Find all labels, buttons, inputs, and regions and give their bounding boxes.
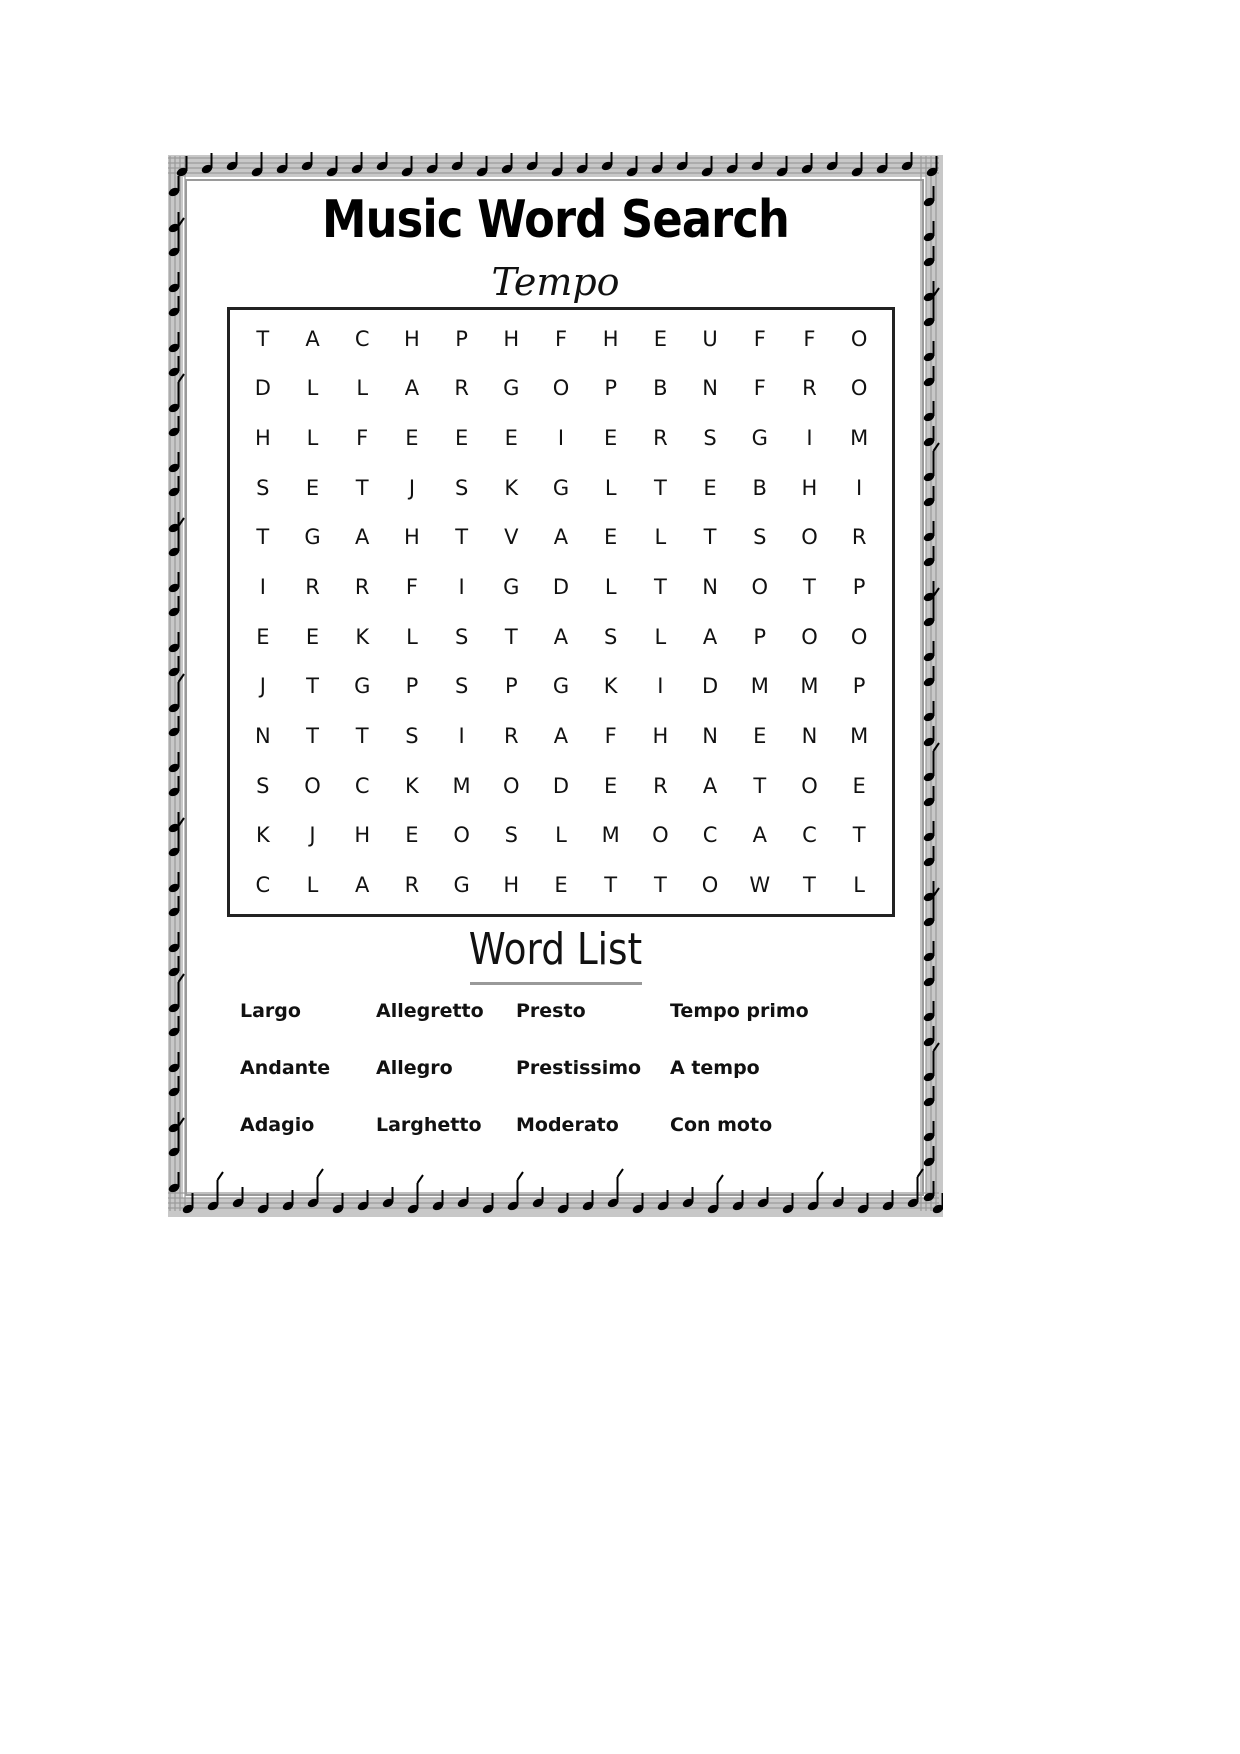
grid-letter: E: [305, 624, 320, 649]
grid-letter: J: [408, 475, 416, 500]
grid-letter: F: [604, 724, 617, 749]
word-list-item: Presto: [516, 1000, 586, 1022]
grid-letter: K: [603, 674, 618, 699]
grid-letter: G: [453, 873, 470, 898]
grid-letter: L: [306, 376, 319, 401]
grid-letter: A: [702, 773, 718, 798]
grid-letter: H: [254, 426, 271, 451]
grid-letter: C: [802, 823, 817, 848]
grid-letter: O: [652, 823, 669, 848]
grid-letter: I: [458, 575, 465, 600]
grid-letter: F: [803, 326, 816, 351]
grid-letter: E: [653, 326, 668, 351]
grid-letter: J: [309, 823, 316, 848]
word-list-item: Moderato: [516, 1114, 619, 1136]
grid-letter: M: [800, 674, 819, 699]
grid-letter: D: [552, 575, 570, 600]
grid-letter: R: [653, 773, 668, 798]
grid-letter: E: [405, 426, 419, 451]
grid-letter: E: [454, 426, 469, 451]
grid-letter: E: [604, 525, 618, 550]
grid-letter: R: [454, 376, 469, 401]
grid-letter: R: [354, 575, 370, 600]
grid-letter: P: [405, 674, 419, 699]
grid-letter: T: [803, 873, 816, 898]
grid-letter: H: [404, 525, 420, 550]
grid-letter: S: [454, 475, 469, 500]
grid-letter: H: [652, 724, 669, 749]
grid-letter: A: [355, 525, 370, 550]
grid-letter: E: [554, 873, 568, 898]
grid-letter: H: [503, 326, 520, 351]
word-list-item: Adagio: [240, 1114, 315, 1136]
word-list-item: Allegretto: [376, 1000, 484, 1022]
grid-letter: L: [306, 873, 319, 898]
grid-letter: H: [404, 326, 420, 351]
grid-letter: A: [404, 376, 420, 401]
word-list-item: Con moto: [670, 1114, 773, 1136]
grid-letter: N: [702, 575, 718, 600]
grid-letter: L: [654, 525, 667, 550]
grid-letter: E: [604, 773, 618, 798]
grid-letter: P: [504, 674, 518, 699]
grid-letter: G: [751, 426, 768, 451]
grid-letter: L: [654, 624, 667, 649]
grid-letter: I: [657, 674, 664, 699]
grid-letter: M: [850, 426, 869, 451]
grid-letter: T: [256, 525, 270, 550]
grid-letter: H: [801, 475, 818, 500]
grid-letter: K: [255, 823, 270, 848]
grid-letter: I: [259, 575, 266, 600]
word-list-item: A tempo: [670, 1057, 760, 1079]
grid-letter: B: [653, 376, 668, 401]
grid-letter: P: [753, 624, 767, 649]
grid-letter: B: [752, 475, 767, 500]
grid-letter: H: [602, 326, 619, 351]
grid-letter: O: [801, 773, 818, 798]
grid-letter: O: [801, 525, 818, 550]
grid-letter: T: [306, 724, 319, 749]
grid-letter: M: [452, 773, 471, 798]
grid-letter: A: [553, 525, 569, 550]
grid-letter: L: [604, 475, 617, 500]
grid-letter: T: [455, 525, 469, 550]
grid-letter: D: [254, 376, 271, 401]
grid-letter: T: [852, 823, 866, 848]
grid-letter: M: [750, 674, 769, 699]
worksheet: [168, 152, 943, 1217]
grid-letter: L: [604, 575, 617, 600]
grid-letter: G: [354, 674, 371, 699]
grid-letter: L: [356, 376, 369, 401]
grid-letter: I: [806, 426, 813, 451]
grid-letter: E: [405, 823, 419, 848]
grid-letter: F: [356, 426, 369, 451]
grid-letter: I: [856, 475, 863, 500]
grid-letter: M: [850, 724, 869, 749]
grid-letter: C: [702, 823, 718, 848]
grid-letter: O: [453, 823, 470, 848]
grid-letter: T: [753, 773, 767, 798]
grid-letter: N: [702, 724, 718, 749]
grid-letter: I: [557, 426, 565, 451]
grid-letter: E: [852, 773, 866, 798]
grid-letter: S: [504, 823, 518, 848]
worksheet-title: Music Word Search: [322, 190, 789, 250]
word-list-item: Largo: [240, 1000, 301, 1022]
grid-letter: H: [503, 873, 520, 898]
grid-letter: K: [355, 624, 370, 649]
grid-letter: A: [553, 724, 569, 749]
grid-letter: E: [305, 475, 320, 500]
grid-letter: A: [553, 624, 569, 649]
grid-letter: G: [304, 525, 321, 550]
grid-letter: F: [405, 575, 418, 600]
grid-letter: A: [305, 326, 320, 351]
grid-letter: S: [256, 475, 270, 500]
grid-letter: O: [503, 773, 520, 798]
letter-grid: [227, 307, 895, 917]
grid-letter: O: [304, 773, 321, 798]
word-list-title: Word List: [468, 924, 643, 975]
grid-letter: O: [850, 376, 868, 401]
grid-letter: S: [703, 426, 717, 451]
grid-letter: E: [504, 426, 518, 451]
grid-letter: P: [852, 575, 866, 600]
grid-letter: T: [803, 575, 816, 600]
grid-letter: T: [604, 873, 618, 898]
grid-letter: L: [406, 624, 418, 649]
grid-letter: L: [555, 823, 567, 848]
grid-letter: V: [504, 525, 519, 550]
grid-letter: F: [554, 326, 568, 351]
grid-letter: O: [552, 376, 570, 401]
grid-letter: T: [306, 674, 319, 699]
grid-letter: F: [753, 376, 766, 401]
word-list: [240, 1000, 880, 1180]
grid-letter: D: [552, 773, 570, 798]
grid-letter: G: [552, 674, 570, 699]
grid-letter: G: [503, 376, 520, 401]
grid-letter: A: [752, 823, 767, 848]
grid-letter: R: [802, 376, 817, 401]
grid-letter: T: [256, 326, 270, 351]
grid-letter: P: [604, 376, 618, 401]
grid-letter: A: [702, 624, 718, 649]
grid-letter: R: [504, 724, 519, 749]
grid-letter: T: [504, 624, 518, 649]
grid-letter: P: [455, 326, 468, 351]
grid-letter: G: [503, 575, 520, 600]
grid-letter: O: [850, 326, 868, 351]
grid-letter: E: [256, 624, 270, 649]
grid-letter: E: [604, 426, 618, 451]
grid-letter: C: [354, 326, 370, 351]
word-list-item: Tempo primo: [670, 1000, 809, 1022]
grid-letter: C: [354, 773, 370, 798]
grid-letter: T: [703, 525, 717, 550]
grid-letter: J: [259, 674, 266, 699]
word-list-item: Allegro: [376, 1057, 453, 1079]
grid-letter: E: [753, 724, 767, 749]
grid-letter: D: [701, 674, 719, 699]
grid-letter: A: [355, 873, 370, 898]
grid-letter: W: [749, 873, 771, 898]
word-list-item: Larghetto: [376, 1114, 482, 1136]
grid-letter: N: [801, 724, 818, 749]
grid-letter: T: [653, 575, 667, 600]
grid-letter: O: [751, 575, 769, 600]
grid-letter: S: [753, 525, 767, 550]
grid-letter: O: [701, 873, 719, 898]
grid-letter: R: [404, 873, 420, 898]
grid-letter: N: [702, 376, 718, 401]
grid-letter: K: [504, 475, 519, 500]
grid-letter: G: [552, 475, 570, 500]
word-list-item: Andante: [240, 1057, 331, 1079]
grid-letter: N: [254, 724, 271, 749]
grid-letter: C: [255, 873, 271, 898]
grid-letter: S: [256, 773, 270, 798]
grid-letter: U: [702, 326, 718, 351]
grid-letter: I: [458, 724, 465, 749]
grid-letter: O: [801, 624, 818, 649]
grid-letter: T: [355, 475, 369, 500]
grid-letter: O: [850, 624, 868, 649]
grid-letter: T: [653, 475, 667, 500]
worksheet-subtitle: Tempo: [491, 260, 620, 304]
grid-letter: S: [604, 624, 618, 649]
grid-letter: L: [853, 873, 865, 898]
grid-letter: H: [354, 823, 371, 848]
word-list-underline: [470, 982, 642, 985]
grid-letter: S: [454, 674, 469, 699]
grid-letter: S: [454, 624, 469, 649]
word-list-item: Prestissimo: [516, 1057, 642, 1079]
grid-letter: F: [753, 326, 766, 351]
grid-letter: T: [355, 724, 369, 749]
grid-letter: M: [601, 823, 620, 848]
grid-letter: R: [653, 426, 668, 451]
grid-letter: T: [653, 873, 667, 898]
grid-letter: K: [405, 773, 419, 798]
grid-letter: R: [851, 525, 867, 550]
grid-letter: P: [852, 674, 866, 699]
grid-letter: E: [703, 475, 717, 500]
grid-letter: L: [306, 426, 319, 451]
grid-letter: R: [305, 575, 320, 600]
grid-letter: S: [405, 724, 419, 749]
